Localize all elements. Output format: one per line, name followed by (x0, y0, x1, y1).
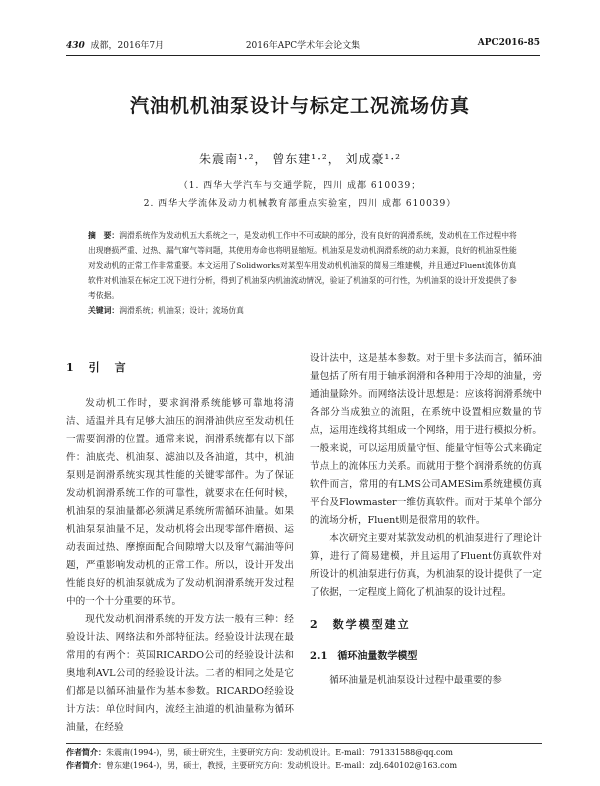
page-number: 430 (66, 41, 85, 51)
abstract-paragraph (88, 228, 518, 303)
keywords-line (88, 303, 518, 318)
body-paragraph: 现代发动机润滑系统的开发方法一般有三种：经验设计法、网络法和外部特征法。经验设计法现在最常用的有两个：英国RICARDO公司的经验设计法和奥地利AVL公司的经验设计法。二者的相同之处是它们都是以循环油量作为基本参数。RICARDO经验设计方法：单位时间内，流经主油道的机油量称为循环油量，在经验 (66, 614, 294, 733)
keywords-text: 润滑系统；机油泵；设计；流场仿真 (119, 306, 244, 315)
author-note-text: 朱震南(1994-)，男，硕士研究生，主要研究方向：发动机设计。E-mail：791331588@qq.com (106, 748, 453, 757)
affiliation-1: （1. 西华大学汽车与交通学院，四川 成都 610039； (178, 181, 422, 191)
abstract-block (88, 228, 518, 318)
right-column (310, 350, 542, 690)
body-paragraph-continued: 设计法中，这是基本参数。对于里卡多法而言，循环油量包括了所有用于轴承润滑和各种用于冷却的油量，旁通油量除外。而网络法设计思想是：应该将润滑系统中各部分当成独立的流阻，在系统中设置相应数量的节点，运用连线将其组成一个网络，用于进行模拟分析。一般来说，可以运用质量守恒、能量守恒等公式来确定节点上的流体压力关系。而就用于整个润滑系统的仿真软件而言，常用的有LMS公司AMESim系统建模仿真平台及Flowmaster一维仿真软件。而对于某单个部分的流场分析，Fluent则是很常用的软件。 (310, 353, 542, 526)
author-note-text: 曾东建(1964-)，男，硕士，教授，主要研究方向：发动机设计。E-mail：zdj.640102@163.com (106, 761, 458, 770)
header-paper-id: APC2016-85 (477, 38, 540, 48)
body-paragraph: 循环油量是机油泵设计过程中最重要的参 (329, 675, 502, 686)
paper-title: 汽油机机油泵设计与标定工况流场仿真 (129, 95, 470, 117)
subsection-heading-circulation: 2.1 循环油量数学模型 (310, 651, 418, 662)
abstract-text: 润滑系统作为发动机五大系统之一，是发动机工作中不可或缺的部分，没有良好的润滑系统，发动机在工作过程中将出现磨损严重、过热、漏气窜气等问题，其使用寿命也将明显缩短。机油泵是发动机润滑系统的动力来源，良好的机油泵性能对发动机的正常工作非常重要。本文运用了Solidworks对某型车用发动机机油泵的简易三维建模，并且通过Fluent流体仿真软件对机油泵在标定工况下进行分析，得到了机油泵内机油流动情况，验证了机油泵的可行性，为机油泵的设计开发提供了参考依据。 (88, 231, 517, 300)
left-column (66, 361, 294, 737)
author-note-1 (66, 747, 546, 758)
author-note-2 (66, 760, 546, 771)
header-location-date: 成都，2016年7月 (90, 41, 165, 51)
author-note-label: 作者简介： (66, 760, 106, 770)
section-heading-introduction: 1 引 言 (66, 361, 128, 374)
author-note-label: 作者简介： (66, 747, 106, 757)
body-paragraph: 本次研究主要对某款发动机的机油泵进行了理论计算，进行了简易建模，并且运用了Fluent仿真软件对所设计的机油泵进行仿真，为机油泵的设计提供了一定了依据，一定程度上简化了机油泵的设计过程。 (310, 533, 542, 598)
author-list: 朱震南¹·²， 曾东建¹·²， 刘成豪¹·² (199, 152, 401, 166)
keywords-label: 关键词： (88, 306, 120, 315)
body-paragraph: 发动机工作时，要求润滑系统能够可靠地将清洁、适温并具有足够大油压的润滑油供应至发动机任一需要润滑的位置。通常来说，润滑系统都有以下部件：油底壳、机油泵、滤油以及各油道，其中，机油泵则是润滑系统实现其性能的关键零部件。为了保证发动机润滑系统工作的可靠性，就要求在任何时候，机油泵的泵油量都必须满足系统所需循环油量。如果机油泵泵油量不足，发动机将会出现零部件磨损、运动表面过热、摩擦面配合间隙增大以及窜气漏油等问题，严重影响发动机的正常工作。所以，设计开发出性能良好的机油泵就成为了发动机润滑系统开发过程中的一个十分重要的环节。 (66, 398, 294, 607)
header-proceedings-title: 2016年APC学术年会论文集 (245, 41, 361, 51)
affiliation-2: 2. 西华大学流体及动力机械教育部重点实验室，四川 成都 610039） (143, 199, 457, 209)
abstract-label: 摘 要： (88, 231, 120, 240)
footnote-rule (66, 743, 542, 744)
section-heading-math-model: 2 数学模型建立 (310, 618, 411, 631)
running-header (66, 38, 540, 54)
header-rule (66, 55, 540, 56)
